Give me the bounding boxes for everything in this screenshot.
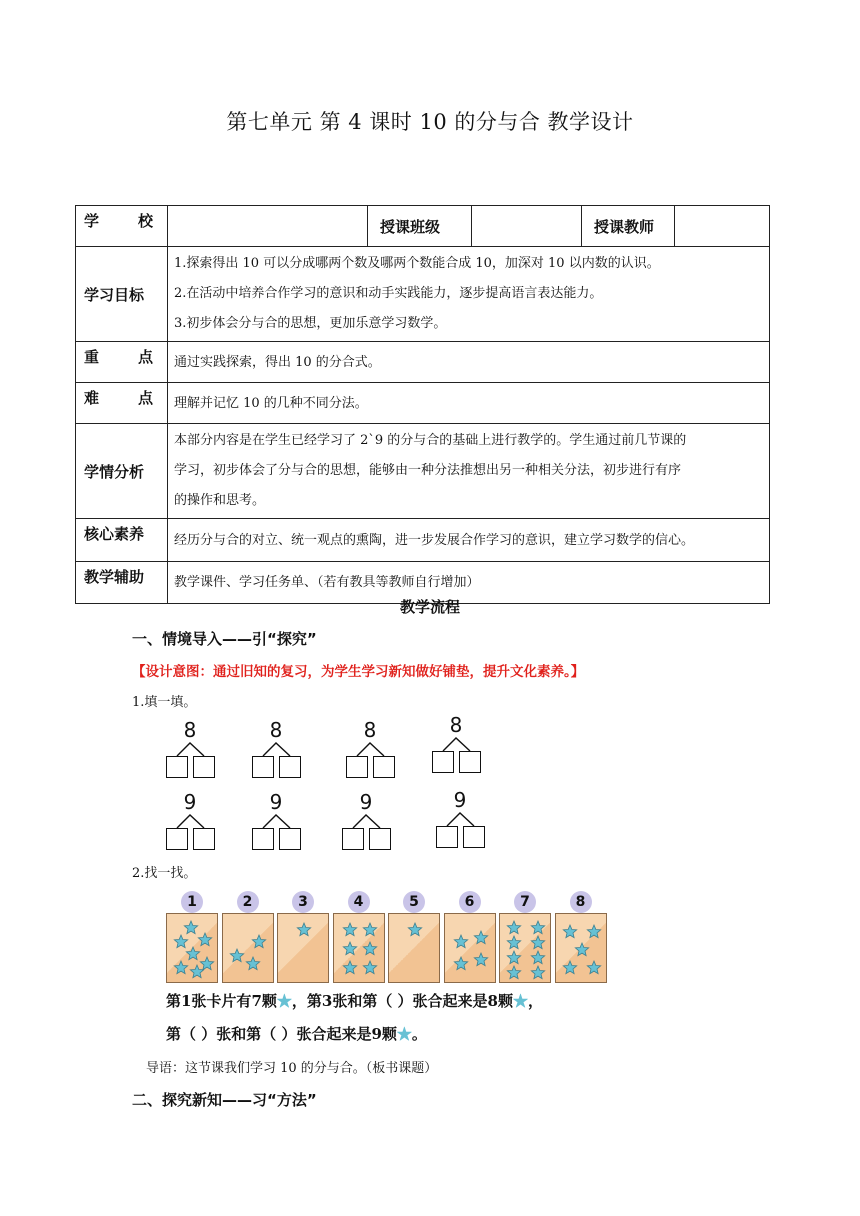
core-label: 核心素养 — [76, 519, 168, 562]
section-heading-1: 一、情境导入——引“探究” — [132, 630, 317, 648]
star-icon — [408, 923, 421, 936]
star-card — [166, 913, 218, 983]
star-icon — [507, 921, 520, 934]
star-icon — [190, 965, 203, 978]
lesson-info-table — [75, 205, 770, 604]
answer-box[interactable] — [193, 756, 215, 778]
answer-box[interactable] — [436, 826, 458, 848]
answer-box[interactable] — [279, 756, 301, 778]
star-icon — [454, 957, 467, 970]
card-number-badge: 5 — [403, 891, 425, 913]
star-icon — [507, 951, 520, 964]
star-card — [277, 913, 329, 983]
star-card — [333, 913, 385, 983]
card-number-badge: 8 — [570, 891, 592, 913]
core-content: 经历分与合的对立、统一观点的熏陶，进一步发展合作学习的意识，建立学习数学的信心。 — [168, 519, 770, 562]
guide-text: 导语：这节课我们学习 10 的分与合。（板书课题） — [146, 1061, 438, 1076]
number-bond — [426, 713, 486, 783]
star-card — [444, 913, 496, 983]
key-label: 重 点 — [76, 342, 168, 383]
star-card — [499, 913, 551, 983]
star-icon — [230, 949, 243, 962]
star-icon — [474, 931, 487, 944]
goal-item: 3.初步体会分与合的思想，更加乐意学习数学。 — [174, 316, 447, 331]
star-icon — [587, 961, 600, 974]
star-icon — [563, 961, 576, 974]
goals-label: 学习目标 — [76, 247, 168, 342]
task-2-label: 2.找一找。 — [132, 866, 197, 881]
number-bond — [336, 790, 396, 860]
answer-box[interactable] — [252, 756, 274, 778]
star-icon — [246, 957, 259, 970]
number-bond — [430, 788, 490, 858]
star-icon — [200, 957, 213, 970]
answer-box[interactable] — [346, 756, 368, 778]
star-icon: ★ — [396, 1025, 412, 1043]
bond-total: 8 — [363, 718, 377, 742]
star-icon — [563, 925, 576, 938]
flow-title: 教学流程 — [399, 598, 460, 616]
star-icon — [198, 933, 211, 946]
analysis-content — [168, 424, 770, 519]
star-icon — [343, 942, 356, 955]
difficulty-label: 难 点 — [76, 383, 168, 424]
bond-total: 9 — [269, 790, 283, 814]
teacher-value — [675, 206, 770, 247]
difficulty-content: 理解并记忆 10 的几种不同分法。 — [168, 383, 770, 424]
class-value — [472, 206, 582, 247]
question-line-1: 第1张卡片有7颗★，第3张和第（ ）张合起来是8颗★， — [166, 992, 544, 1010]
star-icon: ★ — [276, 992, 292, 1010]
answer-box[interactable] — [459, 751, 481, 773]
star-icon — [531, 921, 544, 934]
bond-total: 9 — [183, 790, 197, 814]
star-icon — [186, 947, 199, 960]
star-icon — [174, 961, 187, 974]
card-number-badge: 1 — [181, 891, 203, 913]
page-title: 第七单元 第 4 课时 10 的分与合 教学设计 — [226, 110, 634, 134]
answer-box[interactable] — [166, 828, 188, 850]
star-icon — [474, 953, 487, 966]
aid-content: 教学课件、学习任务单、（若有教具等教师自行增加） — [168, 562, 770, 604]
analysis-line: 学习，初步体会了分与合的思想，能够由一种分法推想出另一种相关分法，初步进行有序 — [174, 463, 682, 478]
star-card — [555, 913, 607, 983]
bond-total: 9 — [453, 788, 467, 812]
star-icon — [297, 923, 310, 936]
star-icon — [252, 935, 265, 948]
card-number-badge: 6 — [459, 891, 481, 913]
star-icon — [363, 923, 376, 936]
answer-box[interactable] — [463, 826, 485, 848]
number-bond — [246, 790, 306, 860]
school-value — [168, 206, 368, 247]
star-icon — [343, 961, 356, 974]
star-icon — [174, 935, 187, 948]
star-card — [388, 913, 440, 983]
star-icon — [363, 961, 376, 974]
star-icon — [507, 966, 520, 979]
answer-box[interactable] — [369, 828, 391, 850]
card-number-badge: 7 — [514, 891, 536, 913]
analysis-line: 本部分内容是在学生已经学习了 2`9 的分与合的基础上进行教学的。学生通过前几节课的 — [174, 433, 687, 448]
question-line-2: 第（ ）张和第（ ）张合起来是9颗★。 — [166, 1025, 427, 1043]
bond-total: 8 — [183, 718, 197, 742]
design-intent: 【设计意图：通过旧知的复习，为学生学习新知做好铺垫，提升文化素养。】 — [132, 664, 585, 680]
star-icon: ★ — [513, 992, 529, 1010]
card-number-badge: 3 — [292, 891, 314, 913]
section-heading-2: 二、探究新知——习“方法” — [132, 1091, 317, 1109]
number-bond — [340, 718, 400, 788]
number-bond — [160, 790, 220, 860]
school-label: 学 校 — [76, 206, 168, 247]
answer-box[interactable] — [342, 828, 364, 850]
analysis-line: 的操作和思考。 — [174, 493, 266, 508]
star-icon — [454, 935, 467, 948]
bond-total: 8 — [449, 713, 463, 737]
answer-box[interactable] — [193, 828, 215, 850]
analysis-label: 学情分析 — [76, 424, 168, 519]
star-icon — [363, 942, 376, 955]
key-content: 通过实践探索，得出 10 的分合式。 — [168, 342, 770, 383]
star-icon — [531, 966, 544, 979]
aid-label: 教学辅助 — [76, 562, 168, 604]
star-icon — [575, 943, 588, 956]
star-icon — [587, 925, 600, 938]
number-bond — [246, 718, 306, 788]
goals-content — [168, 247, 770, 342]
number-bond — [160, 718, 220, 788]
goal-item: 1.探索得出 10 可以分成哪两个数及哪两个数能合成 10，加深对 10 以内数的认识。 — [174, 256, 660, 271]
star-icon — [343, 923, 356, 936]
star-icon — [507, 936, 520, 949]
star-icon — [184, 921, 197, 934]
answer-box[interactable] — [432, 751, 454, 773]
task-1-label: 1.填一填。 — [132, 695, 197, 710]
teacher-label: 授课教师 — [582, 206, 675, 247]
answer-box[interactable] — [252, 828, 274, 850]
answer-box[interactable] — [373, 756, 395, 778]
goal-item: 2.在活动中培养合作学习的意识和动手实践能力，逐步提高语言表达能力。 — [174, 286, 603, 301]
bond-total: 9 — [359, 790, 373, 814]
star-icon — [531, 951, 544, 964]
star-card — [222, 913, 274, 983]
answer-box[interactable] — [166, 756, 188, 778]
bond-total: 8 — [269, 718, 283, 742]
card-number-badge: 4 — [348, 891, 370, 913]
class-label: 授课班级 — [368, 206, 472, 247]
card-number-badge: 2 — [237, 891, 259, 913]
answer-box[interactable] — [279, 828, 301, 850]
star-icon — [531, 936, 544, 949]
